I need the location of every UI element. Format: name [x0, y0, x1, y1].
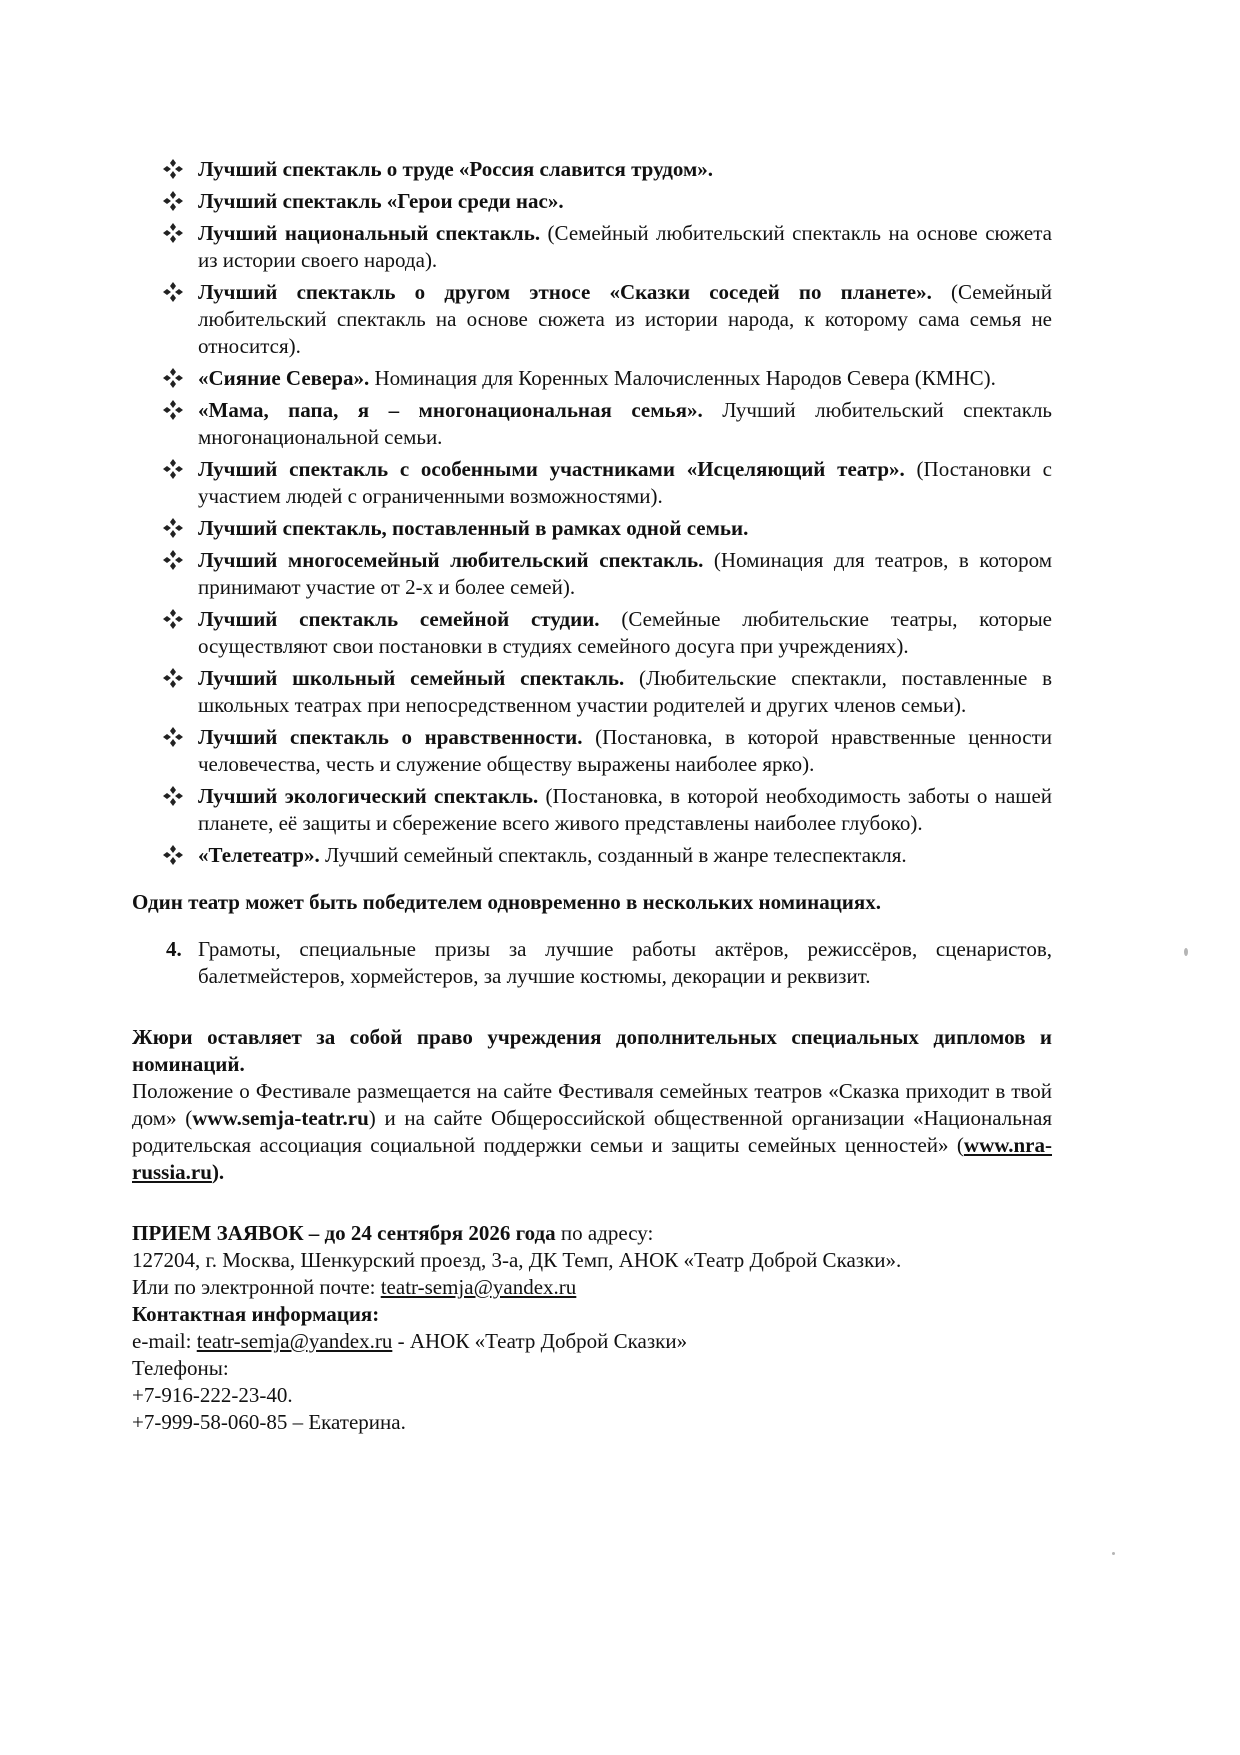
diamond-bullet-icon: [162, 785, 184, 807]
applications-deadline: [132, 1220, 1052, 1247]
regulation-paragraph: [132, 1078, 1052, 1186]
diamond-bullet-icon: [162, 608, 184, 630]
contact-email-prefix: e-mail:: [132, 1329, 197, 1353]
nomination-item: [132, 188, 1052, 215]
nomination-title: Лучший многосемейный любительский спектакль.: [198, 548, 704, 572]
document-body: [132, 156, 1052, 1436]
contact-email-line: [132, 1328, 1052, 1355]
nomination-description: (Семейный любительский спектакль на основе сюжета из истории своего народа).: [198, 221, 1052, 272]
contact-email-link[interactable]: teatr-semja@yandex.ru: [196, 1329, 393, 1353]
diamond-bullet-icon: [162, 517, 184, 539]
nominations-list: [132, 156, 1052, 869]
diamond-bullet-icon: [162, 726, 184, 748]
diamond-bullet-icon: [162, 667, 184, 689]
regulation-text-1: Положение о Фестивале размещается на сайте Фестиваля семейных театров «Сказка приходит в твой дом» (: [132, 1079, 1052, 1130]
diamond-bullet-icon: [162, 281, 184, 303]
nomination-description: (Номинация для театров, в котором принимают участие от 2-х и более семей).: [198, 548, 1052, 599]
diamond-bullet-icon: [162, 367, 184, 389]
nomination-item: [132, 783, 1052, 837]
diamond-bullet-icon: [162, 399, 184, 421]
nomination-item: [132, 456, 1052, 510]
diamond-bullet-icon: [162, 158, 184, 180]
nomination-item: [132, 547, 1052, 601]
email-prefix: Или по электронной почте:: [132, 1275, 381, 1299]
diamond-bullet-icon: [162, 190, 184, 212]
jury-statement: Жюри оставляет за собой право учреждения дополнительных специальных дипломов и номинаций.: [132, 1025, 1052, 1076]
diamond-bullet-icon: [162, 549, 184, 571]
nomination-title: Лучший спектакль о другом этносе «Сказки соседей по планете».: [198, 280, 932, 304]
contact-email-suffix: - АНОК «Театр Доброй Сказки»: [392, 1329, 688, 1353]
nomination-description: Лучший любительский спектакль многонациональной семьи.: [198, 398, 1052, 449]
nomination-title: Лучший национальный спектакль.: [198, 221, 541, 245]
nomination-title: Лучший спектакль, поставленный в рамках одной семьи.: [198, 516, 749, 540]
nomination-item: [132, 515, 1052, 542]
postal-address: 127204, г. Москва, Шенкурский проезд, 3-а, ДК Темп, АНОК «Театр Доброй Сказки».: [132, 1248, 902, 1272]
nomination-title: Лучший спектакль с особенными участниками «Исцеляющий театр».: [198, 457, 905, 481]
phones-label: Телефоны:: [132, 1356, 229, 1380]
nomination-item: [132, 665, 1052, 719]
deadline-title: ПРИЕМ ЗАЯВОК – до 24 сентября 2026 года: [132, 1221, 556, 1245]
nomination-title: «Мама, папа, я – многонациональная семья».: [198, 398, 703, 422]
jury-section: [132, 1024, 1052, 1186]
nomination-title: Лучший школьный семейный спектакль.: [198, 666, 625, 690]
nomination-title: Лучший спектакль семейной студии.: [198, 607, 600, 631]
contacts-title: Контактная информация:: [132, 1302, 380, 1326]
item-number: 4.: [166, 937, 182, 961]
item-text: Грамоты, специальные призы за лучшие работы актёров, режиссёров, сценаристов, балетмейстеров, хормейстеров, за лучшие костюмы, декорации и реквизит.: [198, 937, 1052, 988]
nomination-item: [132, 397, 1052, 451]
nomination-description: (Постановка, в которой необходимость заботы о нашей планете, её защиты и сбережение всего живого представлены наиболее глубоко).: [198, 784, 1053, 835]
diamond-bullet-icon: [162, 844, 184, 866]
scan-speck: [1184, 948, 1188, 956]
applications-section: [132, 1220, 1052, 1436]
nomination-description: (Семейный любительский спектакль на основе сюжета из истории народа, к которому сама семья не относится).: [198, 280, 1053, 358]
nomination-description: (Любительские спектакли, поставленные в школьных театрах при непосредственном участии родителей и других членов семьи).: [198, 666, 1052, 717]
regulation-text-2: ) и на сайте Общероссийской общественной организации «Национальная родительская ассоциация социальной поддержки семьи и защиты семейных ценностей» (: [132, 1106, 1052, 1157]
nomination-item: [132, 156, 1052, 183]
site-link-semja[interactable]: www.semja-teatr.ru: [192, 1106, 369, 1130]
phone-number-1: +7-916-222-23-40.: [132, 1383, 293, 1407]
scan-speck: [1112, 1552, 1115, 1555]
nomination-item: [132, 606, 1052, 660]
nomination-title: «Сияние Севера».: [198, 366, 370, 390]
regulation-text-3: ).: [211, 1160, 225, 1184]
phone-number-2: +7-999-58-060-85 – Екатерина.: [132, 1410, 406, 1434]
nomination-title: Лучший спектакль о труде «Россия славится трудом».: [198, 157, 714, 181]
nomination-description: Номинация для Коренных Малочисленных Народов Севера (КМНС).: [369, 366, 996, 390]
multi-winner-note: Один театр может быть победителем одновременно в нескольких номинациях.: [132, 890, 882, 914]
nomination-description: (Постановка, в которой нравственные ценности человечества, честь и служение обществу выражены наиболее ярко).: [198, 725, 1053, 776]
nomination-item: [132, 842, 1052, 869]
email-link[interactable]: teatr-semja@yandex.ru: [380, 1275, 577, 1299]
nomination-item: [132, 365, 1052, 392]
deadline-suffix: по адресу:: [555, 1221, 654, 1245]
diamond-bullet-icon: [162, 222, 184, 244]
email-line: [132, 1274, 1052, 1301]
nomination-item: [132, 279, 1052, 360]
diamond-bullet-icon: [162, 458, 184, 480]
nomination-description: Лучший семейный спектакль, созданный в жанре телеспектакля.: [319, 843, 907, 867]
site-link-nra[interactable]: www.nra-russia.ru: [132, 1133, 1052, 1184]
nomination-item: [132, 724, 1052, 778]
nomination-item: [132, 220, 1052, 274]
nomination-title: «Телетеатр».: [198, 843, 320, 867]
nomination-title: Лучший спектакль «Герои среди нас».: [198, 189, 564, 213]
nomination-description: (Постановки с участием людей с ограниченными возможностями).: [198, 457, 1052, 508]
numbered-item-4: [132, 936, 1052, 990]
nomination-title: Лучший спектакль о нравственности.: [198, 725, 583, 749]
nomination-title: Лучший экологический спектакль.: [198, 784, 539, 808]
nomination-description: (Семейные любительские театры, которые осуществляют свои постановки в студиях семейного досуга при учреждениях).: [198, 607, 1052, 658]
